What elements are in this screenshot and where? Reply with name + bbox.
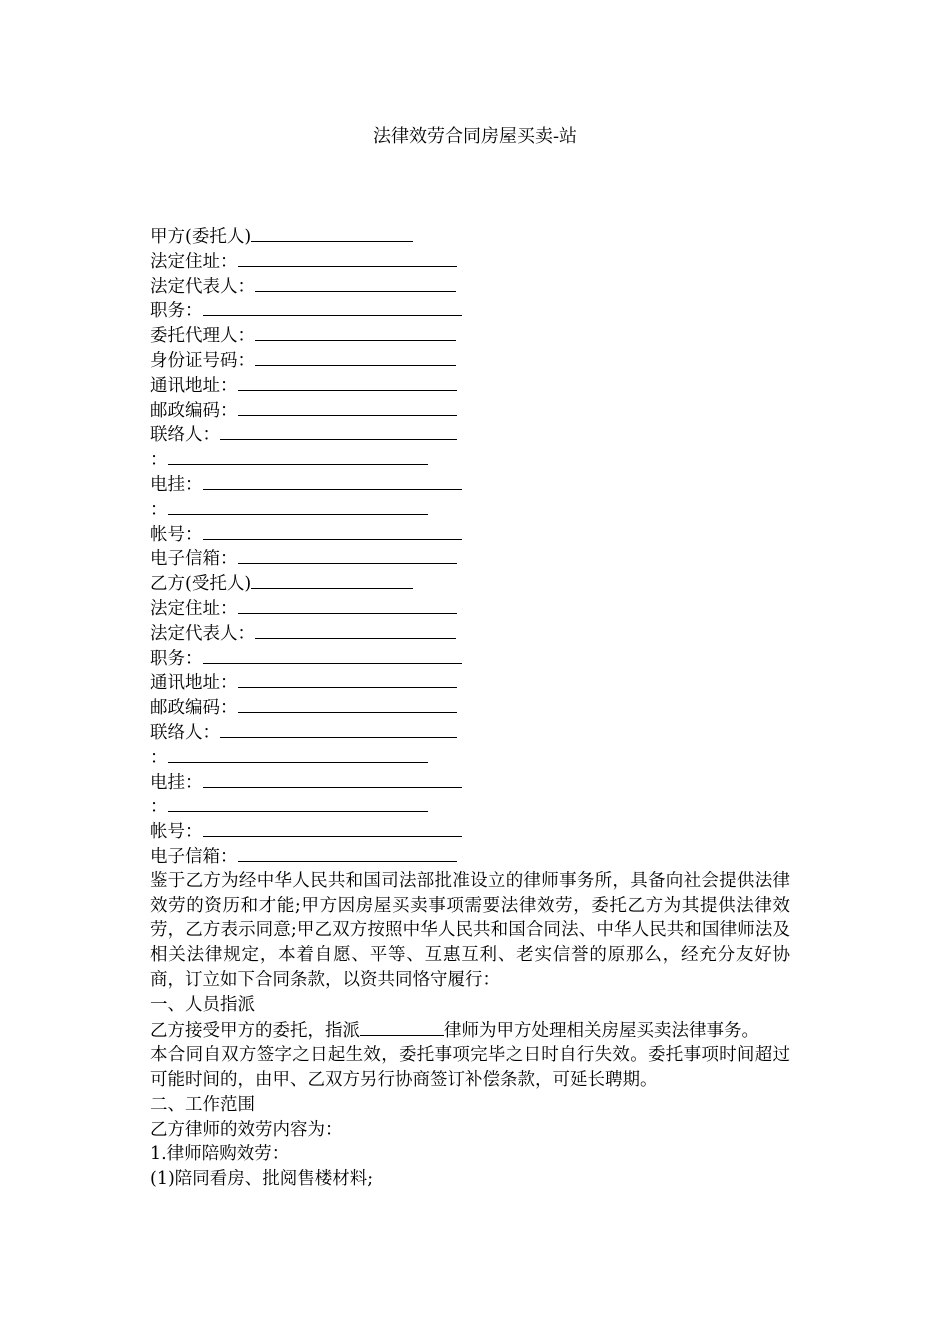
party-b-field [150,646,790,671]
field-label: 联络人： [150,722,220,743]
party-a-name-blank[interactable] [251,224,413,242]
field-label: 电挂： [150,474,203,495]
field-label: 联络人： [150,425,220,446]
party-a-field [150,373,790,398]
field-blank[interactable] [203,646,462,664]
party-b-field [150,745,790,770]
field-label: 法定住址： [150,251,238,272]
field-label: 通讯地址： [150,673,238,694]
party-a-heading-row [150,224,790,249]
field-label: 电挂： [150,772,203,793]
party-a-field [150,472,790,497]
field-blank[interactable] [238,670,457,688]
field-blank[interactable] [238,373,457,391]
field-blank[interactable] [255,348,456,366]
field-label: 法定住址： [150,598,238,619]
party-b-field [150,770,790,795]
field-label: 帐号： [150,822,203,843]
field-blank[interactable] [220,422,457,440]
document-title: 法律效劳合同房屋买卖-站 [372,126,578,147]
field-blank[interactable] [220,720,457,738]
field-label: 邮政编码： [150,698,238,719]
field-blank[interactable] [168,745,428,763]
field-blank[interactable] [203,522,462,540]
field-blank[interactable] [255,274,456,292]
field-label: 电子信箱： [150,549,238,570]
field-label: 委托代理人： [150,326,255,347]
party-b-heading-row [150,571,790,596]
party-a-field [150,546,790,571]
field-label: 身份证号码： [150,350,255,371]
section-2-intro: 乙方律师的效劳内容为： [150,1119,343,1140]
field-blank[interactable] [255,621,456,639]
party-b-name-blank[interactable] [251,571,413,589]
field-blank[interactable] [203,819,462,837]
field-blank[interactable] [238,844,457,862]
party-b-field [150,794,790,819]
field-label: ： [150,797,168,818]
field-label: 职务： [150,301,203,322]
field-blank[interactable] [238,249,457,267]
document-body [150,224,790,1192]
field-label: 邮政编码： [150,400,238,421]
party-a-field [150,274,790,299]
service-item-1: 1.律师陪购效劳： [150,1144,290,1165]
party-a-field [150,249,790,274]
field-label: 职务： [150,648,203,669]
party-a-field [150,497,790,522]
field-label: ： [150,450,168,471]
party-b-field [150,720,790,745]
field-label: 法定代表人： [150,276,255,297]
party-a-heading: 甲方(委托人) [150,227,252,247]
section-1-p1-before: 乙方接受甲方的委托，指派 [150,1020,360,1041]
section-1-heading: 一、人员指派 [150,994,255,1015]
section-1-paragraph-2: 本合同自双方签字之日起生效，委托事项完毕之日时自行失效。委托事项时间超过可能时间的，由甲、乙双方另行协商签订补偿条款，可延长聘期。 [150,1045,790,1091]
field-label: 法定代表人： [150,623,255,644]
party-a-field [150,422,790,447]
field-blank[interactable] [168,497,428,515]
party-a-field [150,398,790,423]
field-blank[interactable] [203,472,462,490]
service-item-1-1: (1)陪同看房、批阅售楼材料; [150,1169,374,1190]
field-label: 帐号： [150,524,203,545]
section-1-paragraph-1 [150,1018,790,1044]
party-a-field [150,348,790,373]
field-blank[interactable] [168,794,428,812]
party-a-field [150,447,790,472]
section-1-p1-after: 律师为甲方处理相关房屋买卖法律事务。 [444,1020,759,1041]
party-b-field [150,670,790,695]
field-label: 通讯地址： [150,375,238,396]
lawyer-name-blank[interactable] [360,1018,444,1036]
field-blank[interactable] [168,447,428,465]
field-blank[interactable] [238,596,457,614]
party-b-field [150,596,790,621]
party-b-field [150,844,790,869]
party-a-field [150,522,790,547]
field-label: ： [150,747,168,768]
field-blank[interactable] [238,546,457,564]
party-a-field [150,298,790,323]
party-b-heading: 乙方(受托人) [150,574,252,595]
field-label: 电子信箱： [150,846,238,867]
preamble-paragraph: 鉴于乙方为经中华人民共和国司法部批准设立的律师事务所，具备向社会提供法律效劳的资历和才能;甲方因房屋买卖事项需要法律效劳，委托乙方为其提供法律效劳，乙方表示同意;甲乙双方按照中华人民共和国合同法、中华人民共和国律师法及相关法律规定，本着自愿、平等、互惠互利、老实信誉的原那么，经充分友好协商，订立如下合同条款，以资共同恪守履行： [150,870,790,990]
field-blank[interactable] [255,323,456,341]
field-blank[interactable] [203,298,462,316]
party-b-field [150,695,790,720]
party-b-field [150,819,790,844]
party-b-field [150,621,790,646]
section-2-heading: 二、工作范围 [150,1094,255,1115]
field-blank[interactable] [238,398,457,416]
field-blank[interactable] [238,695,457,713]
party-a-field [150,323,790,348]
field-blank[interactable] [203,770,462,788]
field-label: ： [150,499,168,520]
